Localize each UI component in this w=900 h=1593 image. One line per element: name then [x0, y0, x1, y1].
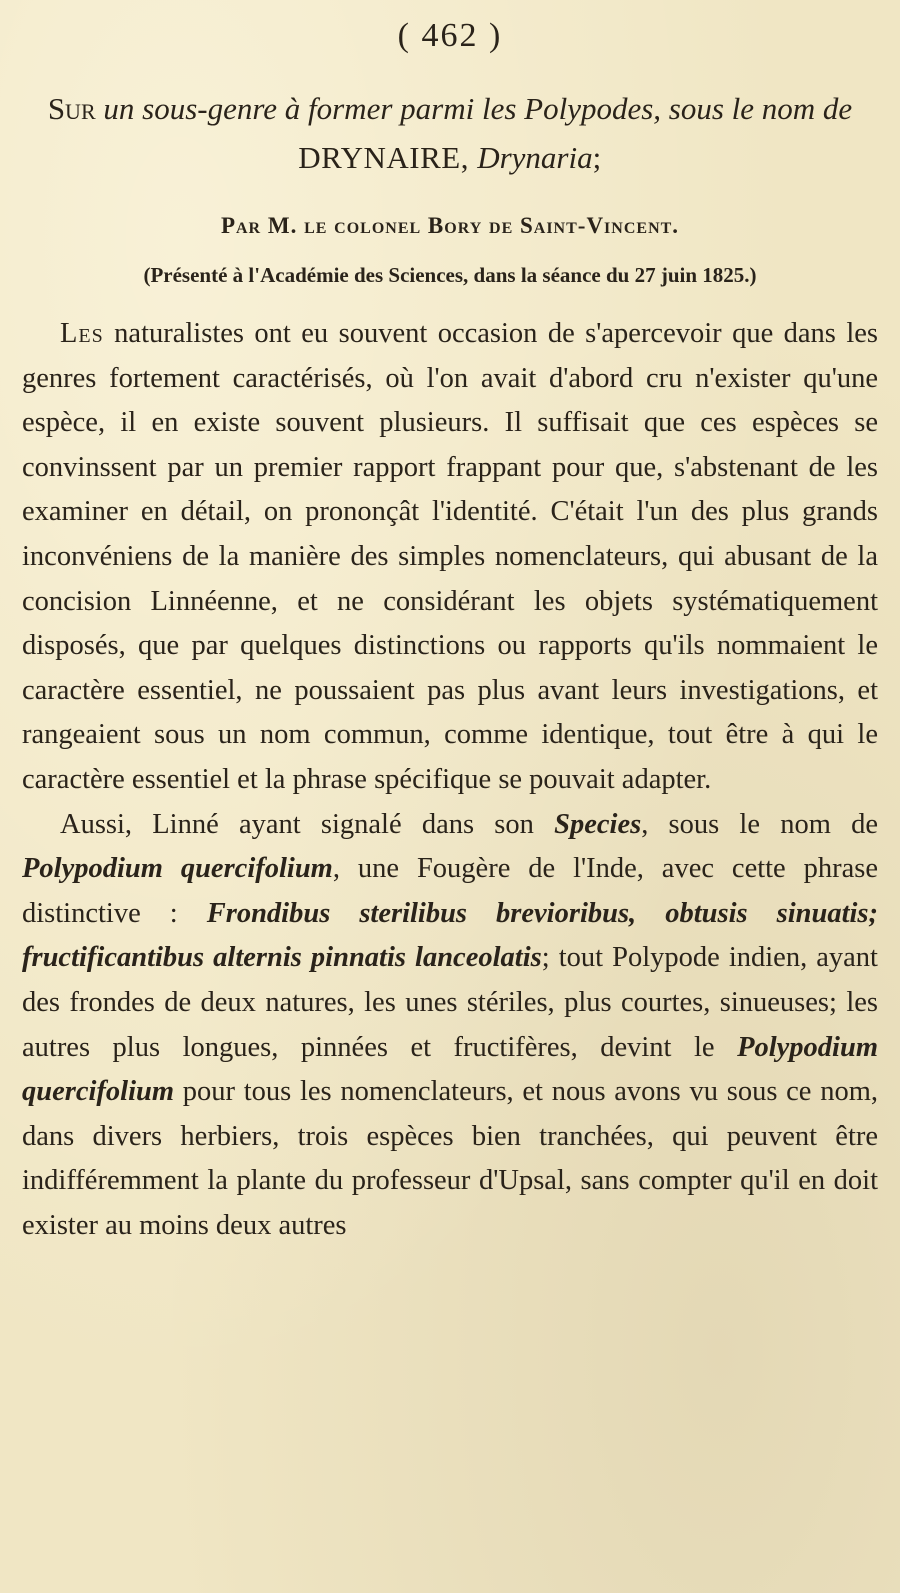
- author-line: Par M. le colonel Bory de Saint-Vincent.: [220, 213, 680, 238]
- paragraph-2-text-2: , sous le nom de: [641, 808, 878, 840]
- paragraph-2-text-5: pour tous les nomenclateurs, et nous avons vu sous ce nom, dans divers herbiers, trois espèces bien tranchées, qui peuvent être indifféremment la plante du professeur d'Upsal, sans compter qu'il en doit exister au moins deux autres: [22, 1076, 878, 1241]
- title-end: ;: [592, 140, 602, 175]
- paragraph-2-italic-4: Polypodium quercifolium: [22, 1031, 878, 1108]
- paragraph-1-lead: Les: [60, 318, 104, 349]
- title-part1: un sous-genre à former parmi les Polypodes, sous le nom de: [95, 91, 853, 126]
- paragraph-2-text-1: Aussi, Linné ayant signalé dans son: [60, 808, 555, 840]
- presentation-note: (Présenté à l'Académie des Sciences, dans la séance du 27 juin 1825.): [143, 263, 757, 287]
- paragraph-2-text-3: , une Fougère de l'Inde, avec cette phrase distinctive :: [22, 853, 879, 929]
- paragraph-2-text-4: ; tout Polypode indien, ayant des frondes de deux natures, les unes stériles, plus courtes, sinueuses; les autres plus longues, pinnées et fructifères, devint le: [22, 942, 878, 1063]
- paragraph-1: [22, 312, 878, 803]
- title-latin-name: Drynaria: [477, 140, 593, 175]
- paragraph-2-italic-2: Polypodium quercifolium: [22, 853, 333, 885]
- page-number: ( 462 ): [397, 17, 503, 54]
- paragraph-2-italic-3: Frondibus sterilibus brevioribus, obtusis sinuatis; fructificantibus alternis pinnatis lanceolatis: [22, 897, 878, 974]
- paragraph-2: [22, 803, 878, 1249]
- title-lead: Sur: [47, 91, 96, 126]
- article-title: [22, 84, 878, 182]
- paragraph-1-text: naturalistes ont eu souvent occasion de s'apercevoir que dans les genres fortement caractérisés, où l'on avait d'abord cru n'exister qu'une espèce, il en existe souvent plusieurs. Il suffisait que ces espèces se convinssent par un premier rapport frappant pour que, s'abstenant de les examiner en détail, on prononçât l'identité. C'était l'un des plus grands inconvéniens de la manière des simples nomenclateurs, qui abusant de la concision Linnéenne, et ne considérant les objets systématiquement disposés, que par quelques distinctions ou rapports qu'ils nommaient le caractère essentiel, ne poussaient pas plus avant leurs investigations, et rangeaient sous un nom commun, comme identique, tout être à qui le caractère essentiel et la phrase spécifique se pouvait adapter.: [22, 318, 878, 795]
- title-separator: ,: [460, 140, 478, 175]
- title-genus: DRYNAIRE: [298, 140, 461, 175]
- paragraph-2-italic-1: Species: [554, 808, 642, 840]
